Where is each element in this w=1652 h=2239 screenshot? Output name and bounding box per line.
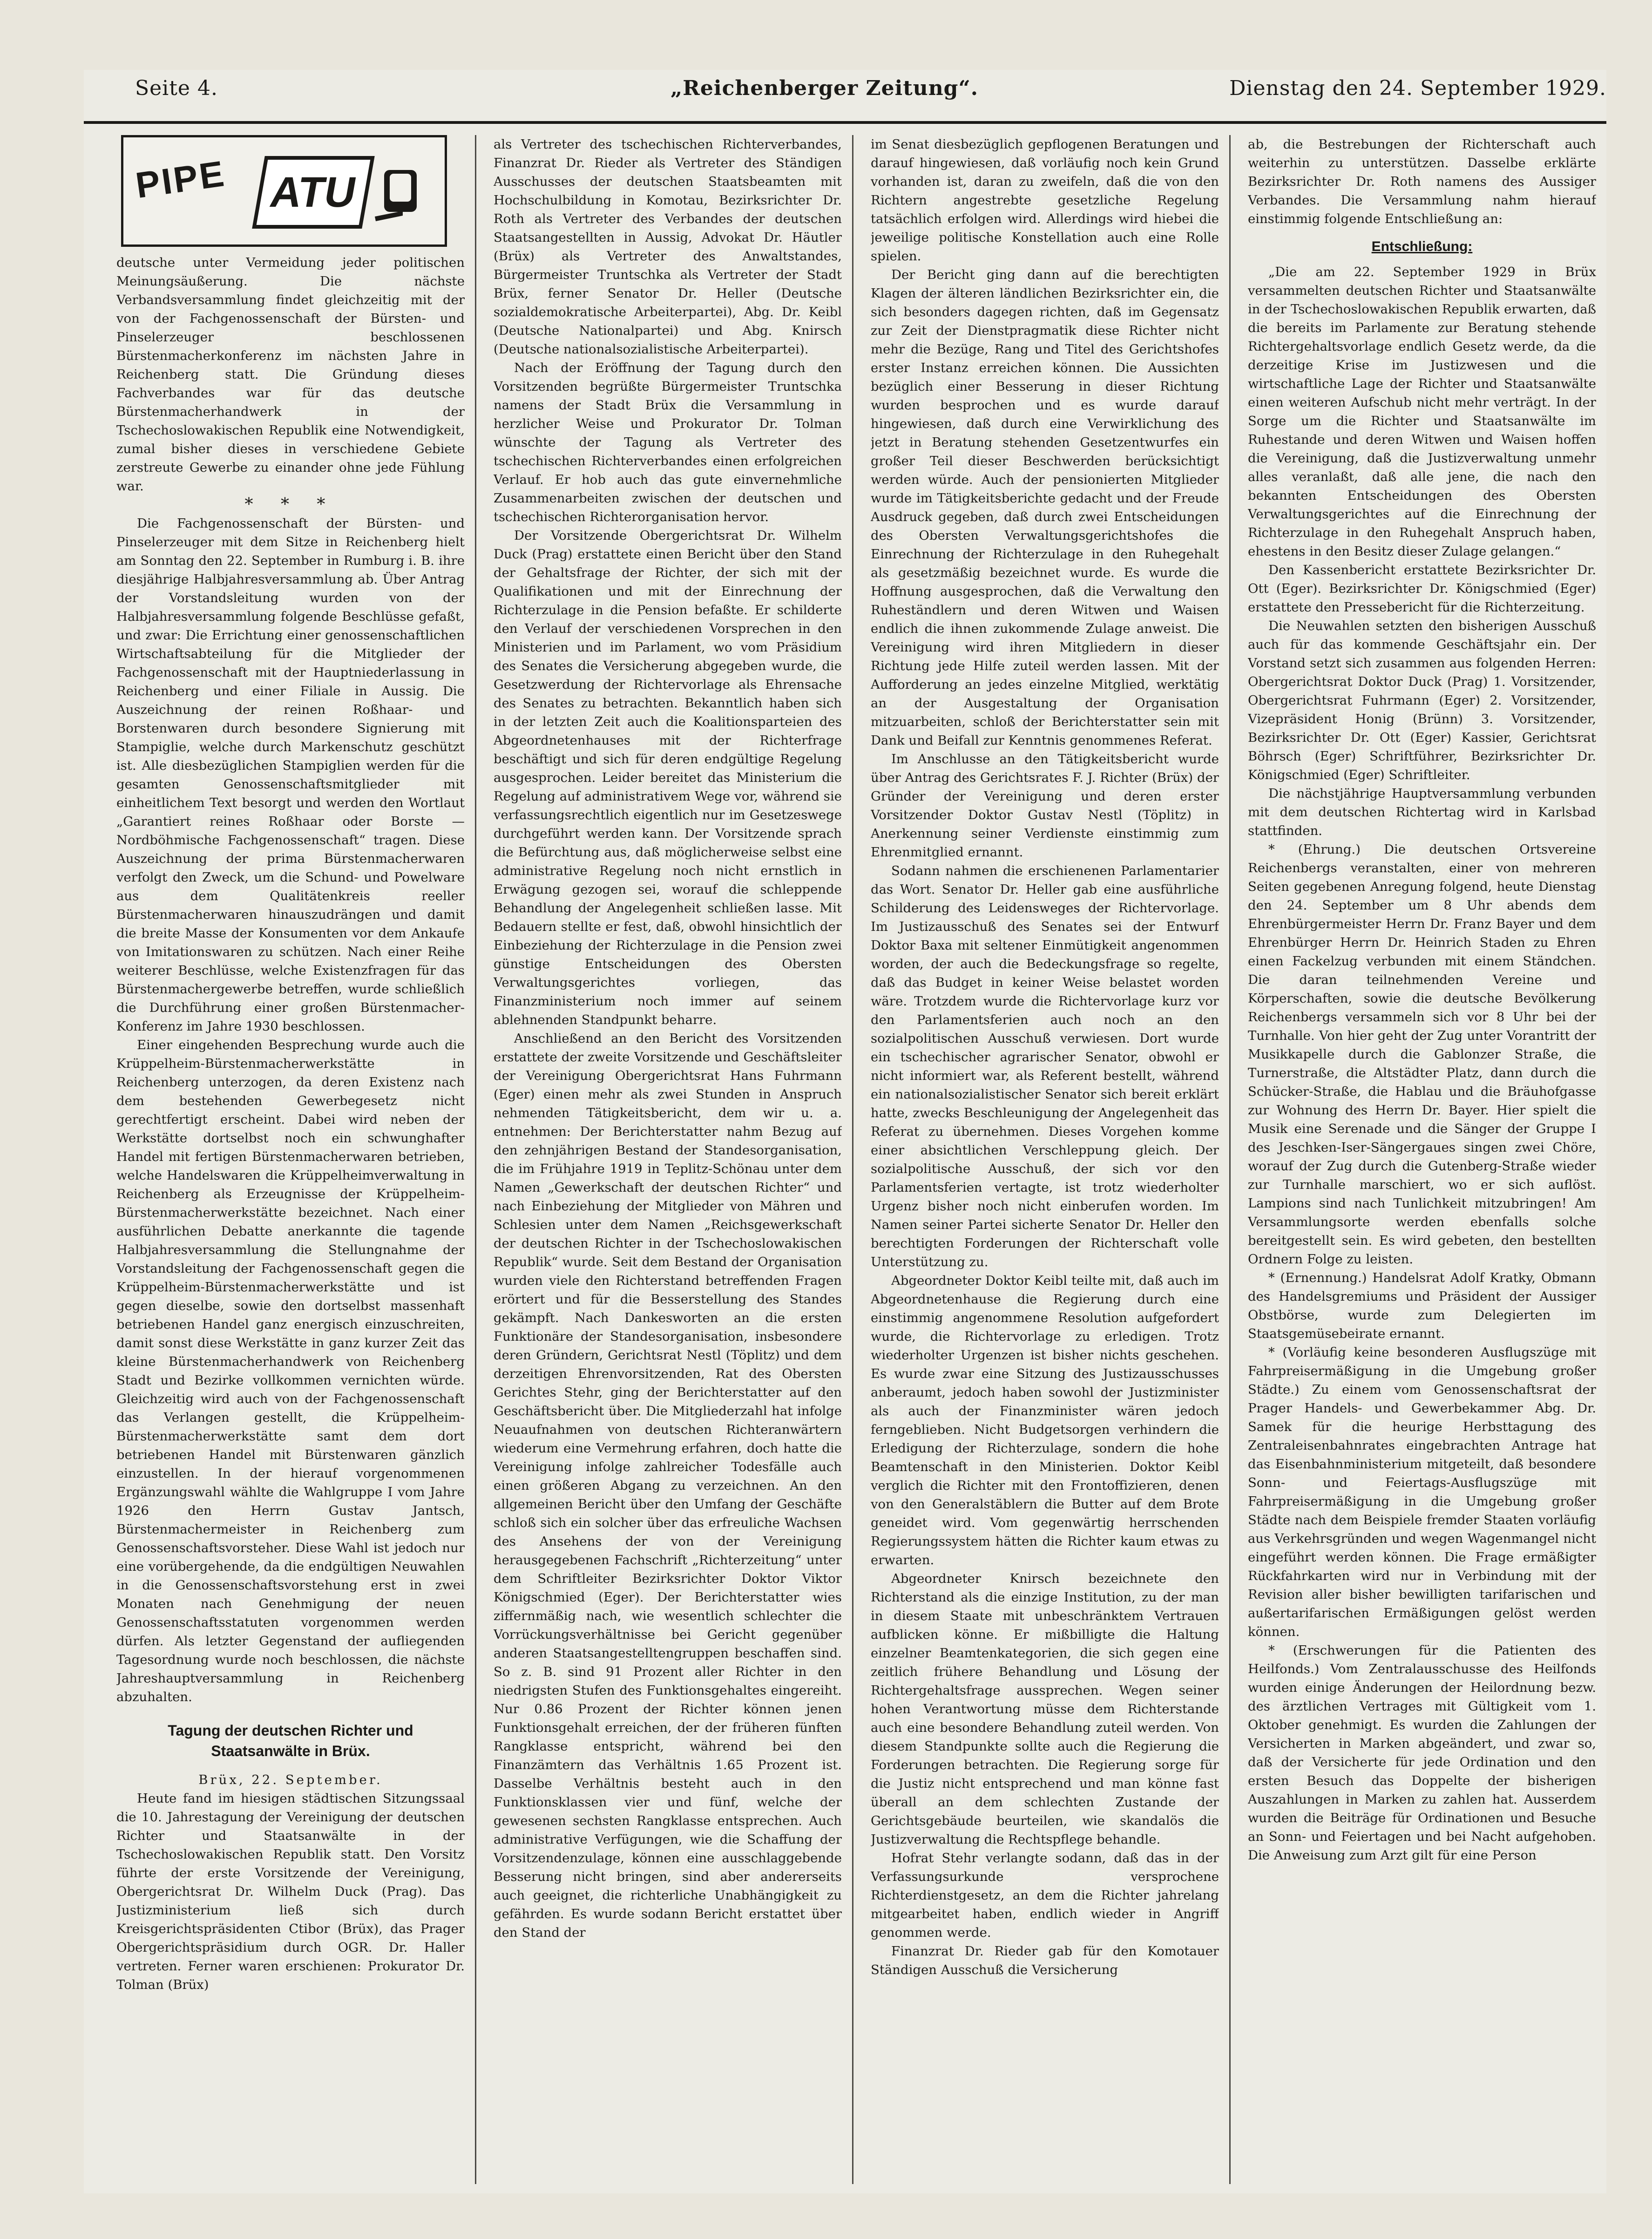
article-paragraph: Sodann nahmen die erschienenen Parlamentarier das Wort. Senator Dr. Heller gab eine ausführliche Schilderung des Leidensweges der Richtervorlage. Im Justizausschuß des Senates sei der Entwurf Doktor Baxa mit seltener Einmütigkeit angenommen worden, der auch die Bedeckungsfrage so regelte, daß das Budget in keiner Weise belastet worden wäre. Trotzdem wurde die Richtervorlage kurz vor den Parlamentsferien auch noch an den sozialpolitischen Ausschuß verwiesen. Dort wurde ein tschechischer agrarischer Senator, obwohl er nicht informiert war, als Referent bestellt, während ein nationalsozialistischer Senator sich bereit erklärt hatte, zwecks Beschleunigung der Angelegenheit das Referat zu übernehmen. Dieses Vorgehen komme einer absichtlichen Verschleppung gleich. Der sozialpolitische Ausschuß, der sich vor den Parlamentsferien vertagte, ist trotz wiederholter Urgenz bisher noch nicht einberufen worden. Im Namen seiner Partei sicherte Senator Dr. Heller den berechtigten Forderungen der Richterschaft volle Unterstützung zu. — [871, 863, 1219, 1269]
article-paragraph: Abgeordneter Knirsch bezeichnete den Richterstand als die einzige Institution, zu der man in diesem Staate mit unbeschränktem Vertrauen aufblicken könne. Er mißbilligte die Haltung einzelner Beamtenkategorien, die sich gegen eine zeitlich frühere Behandlung und Lösung der Richtergehaltsfrage aussprechen. Wegen seiner hohen Verantwortung müsse dem Richterstande auch eine besondere Behandlung zuteil werden. Von diesem Standpunkte sollte auch die Regierung die Forderungen betrachten. Die Regierung sorge für die Justiz nicht entsprechend und man könne fast überall an dem schlechten Zustande der Gerichtsgebäude beurteilen, wie skandalös die Justizverwaltung die Rechtspflege behandle. — [871, 1571, 1219, 1847]
column-rule — [475, 135, 476, 2184]
article-paragraph: Der Bericht ging dann auf die berechtigten Klagen der älteren ländlichen Bezirksrichter ein, die sich besonders dagegen richten, daß im Gegensatz zur Zeit der Dienstpragmatik diese Richter nicht mehr die Bezüge, Rang und Titel des Gerichtshofes erster Instanz erreichen können. Die Aussichten bezüglich einer Besserung in dieser Richtung wurden besprochen und es wurde darauf hingewiesen, daß durch eine Verwirklichung des jetzt in Beratung stehenden Gesetzentwurfes ein großer Teil dieser Beschwerden berücksichtigt werden würde. Auch der pensionierten Mitglieder wurde im Tätigkeitsberichte gedacht und der Freude Ausdruck gegeben, daß durch zwei Entscheidungen des Obersten Verwaltungsgerichtshofes die Einrechnung der Richterzulage in den Ruhegehalt als gesetzmäßig bezeichnet wurde. Es wurde die Hoffnung ausgesprochen, daß die Verwaltung den Ruheständlern und deren Witwen und Waisen endlich die ihnen zukommende Zulage anweist. Die Vereinigung wird ihren Mitgliedern in dieser Richtung jede Hilfe zuteil werden lassen. Mit der Aufforderung an jedes einzelne Mitglied, werktätig an der Ausgestaltung der Organisation mitzuarbeiten, schloß der Berichterstatter sein mit Dank und Beifall zur Kenntnis genommenes Referat. — [871, 267, 1219, 748]
newspaper-page — [84, 70, 1606, 2193]
tobacco-pipe-icon — [370, 161, 435, 226]
article-paragraph: Im Anschlusse an den Tätigkeitsbericht wurde über Antrag des Gerichtsrates F. J. Richter (Brüx) der Gründer der Vereinigung und deren erster Vorsitzender Doktor Gustav Nestl (Töplitz) in Anerkennung seiner Verdienste einstimmig zum Ehrenmitglied ernannt. — [871, 752, 1219, 860]
issue-date: Dienstag den 24. September 1929. — [1229, 76, 1606, 100]
article-paragraph: Die Neuwahlen setzten den bisherigen Ausschuß auch für das kommende Geschäftsjahr ein. Der Vorstand setzt sich zusammen aus folgenden Herren: Obergerichtsrat Doktor Duck (Prag) 1. Vorsitzender, Obergerichtsrat Fuhrmann (Eger) 2. Vorsitzender, Vizepräsident Honig (Brünn) 3. Vorsitzender, Bezirksrichter Dr. Ott (Eger) Kassier, Gerichtsrat Böhrsch (Eger) Schriftführer, Bezirksrichter Dr. Königschmied (Eger) Schriftleiter. — [1248, 618, 1596, 782]
article-paragraph: Finanzrat Dr. Rieder gab für den Komotauer Ständigen Ausschuß die Versicherung — [871, 1944, 1219, 1977]
ad-word-pipe: PIPE — [133, 152, 228, 206]
article-paragraph: ab, die Bestrebungen der Richterschaft auch weiterhin zu unterstützen. Dasselbe erklärte Bezirksrichter Dr. Roth namens des Aussiger Verbandes. Die Versammlung nahm hierauf einstimmig folgende Entschließung an: — [1248, 137, 1596, 226]
section-separator: * * * — [244, 495, 337, 514]
masthead — [84, 70, 1606, 124]
newspaper-title: „Reichenberger Zeitung“. — [670, 76, 979, 100]
article-paragraph: Abgeordneter Doktor Keibl teilte mit, daß auch im Abgeordnetenhause die Regierung durch eine einstimmig angenommene Resolution aufgefordert wurde, die Richtervorlage zu erledigen. Trotz wiederholter Urgenzen ist bisher nichts geschehen. Es wurde zwar eine Sitzung des Justizausschusses anberaumt, jedoch haben sowohl der Justizminister als auch der Finanzminister wären jedoch ferngeblieben. Nicht Budgetsorgen verhindern die Erledigung der Richterzulage, sondern die hohe Beamtenschaft in den Ministerien. Doktor Keibl verglich die Richter mit den Frontoffizieren, denen von den Generalstäblern die Butter auf dem Brote geneidet wird. Vom gegenwärtig herrschenden Regierungssystem hätten die Richter kaum etwas zu erwarten. — [871, 1273, 1219, 1567]
article-paragraph: Nach der Eröffnung der Tagung durch den Vorsitzenden begrüßte Bürgermeister Truntschka namens der Stadt Brüx die Versammlung in herzlicher Weise und Prokurator Dr. Tolman wünschte der Tagung als Vertreter des tschechischen Richterverbandes einen erfolgreichen Verlauf. Er hob auch das gute einvernehmliche Zusammenarbeiten zwischen der deutschen und tschechischen Richterorganisation hervor. — [494, 360, 842, 524]
resolution-heading: Entschließung: — [1371, 239, 1473, 254]
resolution-text: „Die am 22. September 1929 in Brüx versammelten deutschen Richter und Staatsanwälte in der Tschechoslowakischen Republik erwarten, daß die bereits im Parlamente zur Beratung stehende Richtergehaltsvorlage endlich Gesetz werde, da die derzeitige Krise im Justizwesen und die wirtschaftliche Lage der Richter und Staatsanwälte einen weiteren Aufschub nicht mehr verträgt. In der Sorge um die Richter und Staatsanwälte im Ruhestande und deren Witwen und Waisen hoffen die Vereinigung, daß die Justizverwaltung unmehr alles veranlaßt, daß alle jene, die nach den bekannten Entscheidungen des Obersten Verwaltungsgerichtes auf die Einrechnung der Richterzulage in den Ruhegehalt Anspruch haben, ehestens in den Besitz dieser Zulage gelangen.“ — [1248, 265, 1596, 559]
article-paragraph: Hofrat Stehr verlangte sodann, daß das in der Verfassungsurkunde versprochene Richterdienstgesetz, an dem die Richter jahrelang mitgearbeitet haben, endlich wieder in Angriff genommen werde. — [871, 1851, 1219, 1940]
column-3 — [871, 135, 1219, 2184]
article-paragraph: Den Kassenbericht erstattete Bezirksrichter Dr. Ott (Eger). Bezirksrichter Dr. Königschmied (Eger) erstattete den Pressebericht für die Richterzeitung. — [1248, 563, 1596, 615]
article-dateline: Brüx, 22. September. — [198, 1772, 383, 1787]
article-paragraph: Anschließend an den Bericht des Vorsitzenden erstattete der zweite Vorsitzende und Geschäftsleiter der Vereinigung Obergerichtsrat Hans Fuhrmann (Eger) einen mehr als zwei Stunden in Anspruch nehmenden Tätigkeitsbericht, dem wir u. a. entnehmen: Der Berichterstatter nahm Bezug auf den zehnjährigen Bestand der Standesorganisation, die im Frühjahre 1919 in Teplitz-Schönau unter dem Namen „Gewerkschaft der deutschen Richter“ und nach Einbeziehung der Mitglieder von Mähren und Schlesien unter dem Namen „Reichsgewerkschaft der deutschen Richter in der Tschechoslowakischen Republik“ wurde. Seit dem Bestand der Organisation wurden viele den Richterstand betreffenden Fragen erörtert und für die Besserstellung des Standes gekämpft. Nach Dankesworten an die ersten Funktionäre der Standesorganisation, insbesondere deren Gründern, Gerichtsrat Nestl (Töplitz) und dem derzeitigen Ehrenvorsitzenden, Rat des Obersten Gerichtes Stehr, ging der Berichterstatter auf den Geschäftsbericht über. Die Mitgliederzahl hat infolge Neuaufnahmen von deutschen Richteranwärtern wiederum eine Vermehrung erfahren, doch hatte die Vereinigung infolge zahlreicher Todesfälle auch einen größeren Abgang zu verzeichnen. An den allgemeinen Bericht über den Umfang der Geschäfte schloß sich ein solcher über das erfreuliche Wachsen des Ansehens der von der Vereinigung herausgegebenen Fachschrift „Richterzeitung“ unter dem Schriftleiter Bezirksrichter Doktor Viktor Königschmied (Eger). Der Berichterstatter wies ziffernmäßig nach, wie wesentlich schlechter die Vorrückungsverhältnisse bei Gericht gegenüber anderen Staatsangestelltengruppen beschaffen sind. So z. B. sind 91 Prozent aller Richter in den niedrigsten Stufen des Funktionsgehaltes eingereiht. Nur 0.86 Prozent der Richter können jenen Funktionsgehalt erreichen, der der früheren fünften Rangklasse entspricht, während bei den Finanzämtern das Verhältnis 1.65 Prozent ist. Dasselbe Verhältnis besteht auch in den Funktionsklassen vier und fünf, welche der gewesenen sechsten Rangklasse entsprechen. Auch administrative Verfügungen, wie die Schaffung der Vorsitzendenzulage, können eine ausschlaggebende Besserung nicht bringen, sind aber andererseits auch geeignet, die richterliche Unabhängigkeit zu gefährden. Es wurde sodann Bericht erstattet über den Stand der — [494, 1031, 842, 1940]
news-item: * (Ehrung.) Die deutschen Ortsvereine Reichenbergs veranstalten, einer von mehreren Seiten gegebenen Anregung folgend, heute Dienstag den 24. September um 8 Uhr abends dem Ehrenbürgermeister Herrn Dr. Franz Bayer und dem Ehrenbürger Herrn Dr. Heinrich Staden zu Ehren einen Fackelzug verbunden mit einem Ständchen. Die daran teilnehmenden Vereine und Körperschaften, sowie die deutsche Bevölkerung Reichenbergs versammeln sich vor 8 Uhr bei der Turnhalle. Von hier geht der Zug unter Vorantritt der Musikkapelle durch die Gablonzer Straße, die Turnerstraße, die Altstädter Platz, dann durch die Schücker-Straße, die Hablau und die Bräuhofgasse zur Wohnung des Herrn Dr. Bayer. Hier spielt die Musik eine Serenade und die Sänger der Gruppe I des Jeschken-Iser-Sängergaues singen zwei Chöre, worauf der Zug durch die Gutenberg-Straße wieder zur Turnhalle marschiert, wo er sich auflöst. Lampions sind nach Tunlichkeit mitzubringen! Am Versammlungsorte werden ebenfalls solche bereitgestellt sein. Es wird gebeten, den bestellten Ordnern Folge zu leisten. — [1248, 842, 1596, 1267]
article-paragraph: Der Vorsitzende Obergerichtsrat Dr. Wilhelm Duck (Prag) erstattete einen Bericht über den Stand der Gehaltsfrage der Richter, der sich mit der Qualifikationen und mit der Einrechnung der Richterzulage in die Pension befaßte. Er schilderte den Verlauf der verschiedenen Vorsprechen in den Ministerien und im Parlament, wo vom Präsidium des Senates die Versicherung abgegeben wurde, die Gesetzwerdung der Richtervorlage als Ehrensache des Senates zu betrachten. Bekanntlich haben sich in der letzten Zeit auch die Koalitionsparteien des Abgeordnetenhauses mit der Richterfrage beschäftigt und sich für deren endgültige Regelung ausgesprochen. Leider bereitet das Ministerium die Regelung auf administrativem Wege vor, während sie verfassungsrechtlich eigentlich nur im Gesetzeswege durchgeführt werden kann. Der Vorsitzende sprach die Befürchtung aus, daß möglicherweise selbst eine administrative Regelung noch nicht ernstlich in Erwägung gezogen sei, worauf die schleppende Behandlung der Angelegenheit schließen lasse. Mit Bedauern stellte er fest, daß, obwohl hinsichtlich der Einbeziehung der Richterzulage in die Pension zwei günstige Entscheidungen des Obersten Verwaltungsgerichtes vorliegen, das Finanzministerium noch immer auf seinem ablehnenden Standpunkt beharre. — [494, 528, 842, 1027]
column-rule — [852, 135, 853, 2184]
column-2 — [494, 135, 842, 2184]
article-paragraph: Einer eingehenden Besprechung wurde auch die Krüppelheim-Bürstenmacherwerkstätte in Reichenberg unterzogen, da deren Existenz nach dem bestehenden Gewerbegesetz nicht gerechtfertigt erscheint. Dabei wird neben der Werkstätte dortselbst noch ein schwunghafter Handel mit fertigen Bürstenmacherwaren betrieben, welche Handelswaren die Krüppelheimverwaltung in Reichenberg als Erzeugnisse der Krüppelheim-Bürstenmacherwerkstätte bezeichnet. Nach einer ausführlichen Debatte anerkannte die tagende Halbjahresversammlung die Stellungnahme der Vorstandsleitung der Fachgenossenschaft gegen die Krüppelheim-Bürstenmacherwerkstätte und ist gegen dieselbe, sowie den dortselbst massenhaft betriebenen Handel ganz energisch einzuschreiten, damit sonst diese Werkstätte in ganz kurzer Zeit das kleine Bürstenmacherhandwerk von Reichenberg Stadt und Bezirke vollkommen vernichten würde. Gleichzeitig wird auch von der Fachgenossenschaft das Verlangen gestellt, die Krüppelheim-Bürstenmacherwerkstätte samt dem dort betriebenen Handel mit Bürstenwaren gänzlich einzustellen. In der hierauf vorgenommenen Ergänzungswahl wählte die Wahlgruppe I vom Jahre 1926 den Herrn Gustav Jantsch, Bürstenmachermeister in Reichenberg zum Genossenschaftsvorsteher. Diese Wahl ist jedoch nur eine vorübergehende, da die endgültigen Neuwahlen in die Genossenschaftsvorstehung erst in zwei Monaten nach Genehmigung der neuen Genossenschaftsstatuten vorgenommen werden dürfen. Als letzter Gegenstand der aufliegenden Tagesordnung wurde noch beschlossen, die nächste Jahreshauptversammlung in Reichenberg abzuhalten. — [116, 1038, 465, 1704]
article-heading: Tagung der deutschen Richter und Staatsanwälte in Brüx. — [168, 1722, 413, 1759]
article-paragraph: Heute fand im hiesigen städtischen Sitzungssaal die 10. Jahrestagung der Vereinigung der deutschen Richter und Staatsanwälte in der Tschechoslowakischen Republik statt. Den Vorsitz führte der erste Vorsitzende der Vereinigung, Obergerichtsrat Dr. Wilhelm Duck (Prag). Das Justizministerium ließ sich durch Kreisgerichtspräsidenten Ctibor (Brüx), das Prager Obergerichtspräsidium durch OGR. Dr. Haller vertreten. Ferner waren erschienen: Prokurator Dr. Tolman (Brüx) — [116, 1791, 465, 1992]
ad-word-atu: ATU — [252, 156, 375, 229]
column-4 — [1248, 135, 1596, 2184]
column-1 — [116, 135, 465, 2184]
news-item: * (Erschwerungen für die Patienten des Heilfonds.) Vom Zentralausschusse des Heilfonds wurden einige Änderungen der Heilordnung bezw. des ärztlichen Vertrages mit Gültigkeit vom 1. Oktober genehmigt. Es wurden die Zahlungen der Versicherten in Marken abgeändert, und zwar so, daß der Versicherte für jede Ordination und den ersten Besuch das Doppelte der bisherigen Auszahlungen in Marken zu zahlen hat. Ausserdem wurden die Beiträge für Ordinationen und Besuche an Sonn- und Feiertagen und bei Nacht aufgehoben. Die Anweisung zum Arzt gilt für eine Person — [1248, 1643, 1596, 1863]
pipe-advertisement — [121, 135, 447, 247]
article-paragraph: im Senat diesbezüglich gepflogenen Beratungen und darauf hingewiesen, daß vorläufig noch kein Grund vorhanden ist, daran zu zweifeln, daß die von den Richtern angestrebte gesetzliche Regelung tatsächlich erfolgen wird. Allerdings wird hiebei die jeweilige politische Konstellation auch eine Rolle spielen. — [871, 137, 1219, 264]
news-item: * (Ernennung.) Handelsrat Adolf Kratky, Obmann des Handelsgremiums und Präsident der Aussiger Obstbörse, wurde zum Delegierten im Staatsgemüsebeirate ernannt. — [1248, 1270, 1596, 1341]
page-number: Seite 4. — [135, 76, 218, 100]
article-paragraph: Die nächstjährige Hauptversammlung verbunden mit dem deutschen Richtertag wird in Karlsbad stattfinden. — [1248, 786, 1596, 838]
article-paragraph: deutsche unter Vermeidung jeder politischen Meinungsäußerung. Die nächste Verbandsversammlung findet gleichzeitig mit der von der Fachgenossenschaft der Bürsten- und Pinselerzeuger beschlossenen Bürstenmacherkonferenz im nächsten Jahre in Reichenberg statt. Die Gründung dieses Fachverbandes war für das deutsche Bürstenmacherhandwerk in der Tschechoslowakischen Republik eine Notwendigkeit, zumal bisher dieses in verschiedene Gebiete zerstreute Gewerbe zu einander ohne jede Fühlung war. — [116, 255, 465, 494]
article-paragraph: Die Fachgenossenschaft der Bürsten- und Pinselerzeuger mit dem Sitze in Reichenberg hielt am Sonntag den 22. September in Rumburg i. B. ihre diesjährige Halbjahresversammlung ab. Über Antrag der Vorstandsleitung wurden von der Halbjahresversammlung folgende Beschlüsse gefaßt, und zwar: Die Errichtung einer genossenschaftlichen Wirtschaftsabteilung für die Mitglieder der Fachgenossenschaft mit der Hauptniederlassung in Reichenberg und einer Filiale in Aussig. Die Auszeichnung der reinen Roßhaar- und Borstenwaren durch besondere Signierung mit Stampiglie, welche durch Markenschutz geschützt ist. Alle diesbezüglichen Stampiglien werden für die gesamten Genossenschaftsmitglieder mit einheitlichem Text besorgt und werden den Wortlaut „Garantiert reines Roßhaar oder Borste — Nordböhmische Fachgenossenschaft“ tragen. Diese Auszeichnung der prima Bürstenmacherwaren verfolgt den Zweck, um die Schund- und Powelware aus dem Qualitätenkreis reeller Bürstenmacherwaren hinauszudrängen und damit die breite Masse der Konsumenten vor dem Ankaufe von Imitationswaren zu schützen. Nach einer Reihe weiterer Beschlüsse, welche Existenzfragen für das Bürstenmachergewerbe betreffen, wurde schließlich die Durchführung einer großen Bürstenmacher-Konferenz im Jahre 1930 beschlossen. — [116, 516, 465, 1034]
news-item: * (Vorläufig keine besonderen Ausflugszüge mit Fahrpreisermäßigung in die Umgebung großer Städte.) Zu einem vom Genossenschaftsrat der Prager Handels- und Gewerbekammer Abg. Dr. Samek für die heurige Herbsttagung des Zentraleisenbahnrates eingebrachten Antrage hat das Eisenbahnministerium mitgeteilt, daß besondere Sonn- und Feiertags-Ausflugszüge mit Fahrpreisermäßigung in die Umgebung großer Städte nach dem Beispiele fremder Staaten vorläufig aus Verkehrsgründen und wegen Wagenmangel nicht eingeführt werden können. Die Frage ermäßigter Rückfahrkarten wird nur in Verbindung mit der Revision aller bisher bewilligten tarifarischen und außertarifarischen Ermäßigungen gelöst werden können. — [1248, 1345, 1596, 1639]
column-rule — [1229, 135, 1231, 2184]
article-paragraph: als Vertreter des tschechischen Richterverbandes, Finanzrat Dr. Rieder als Vertreter des Ständigen Ausschusses der deutschen Staatsbeamten mit Hochschulbildung in Komotau, Bezirksrichter Dr. Roth als Vertreter des Verbandes der deutschen Staatsangestellten in Aussig, Advokat Dr. Häutler (Brüx) als Vertreter des Anwaltstandes, Bürgermeister Truntschka als Vertreter der Stadt Brüx, ferner Senator Dr. Heller (Deutsche sozialdemokratische Arbeiterpartei), Abg. Dr. Keibl (Deutsche Nationalpartei) und Abg. Knirsch (Deutsche nationalsozialistische Arbeiterpartei). — [494, 137, 842, 357]
